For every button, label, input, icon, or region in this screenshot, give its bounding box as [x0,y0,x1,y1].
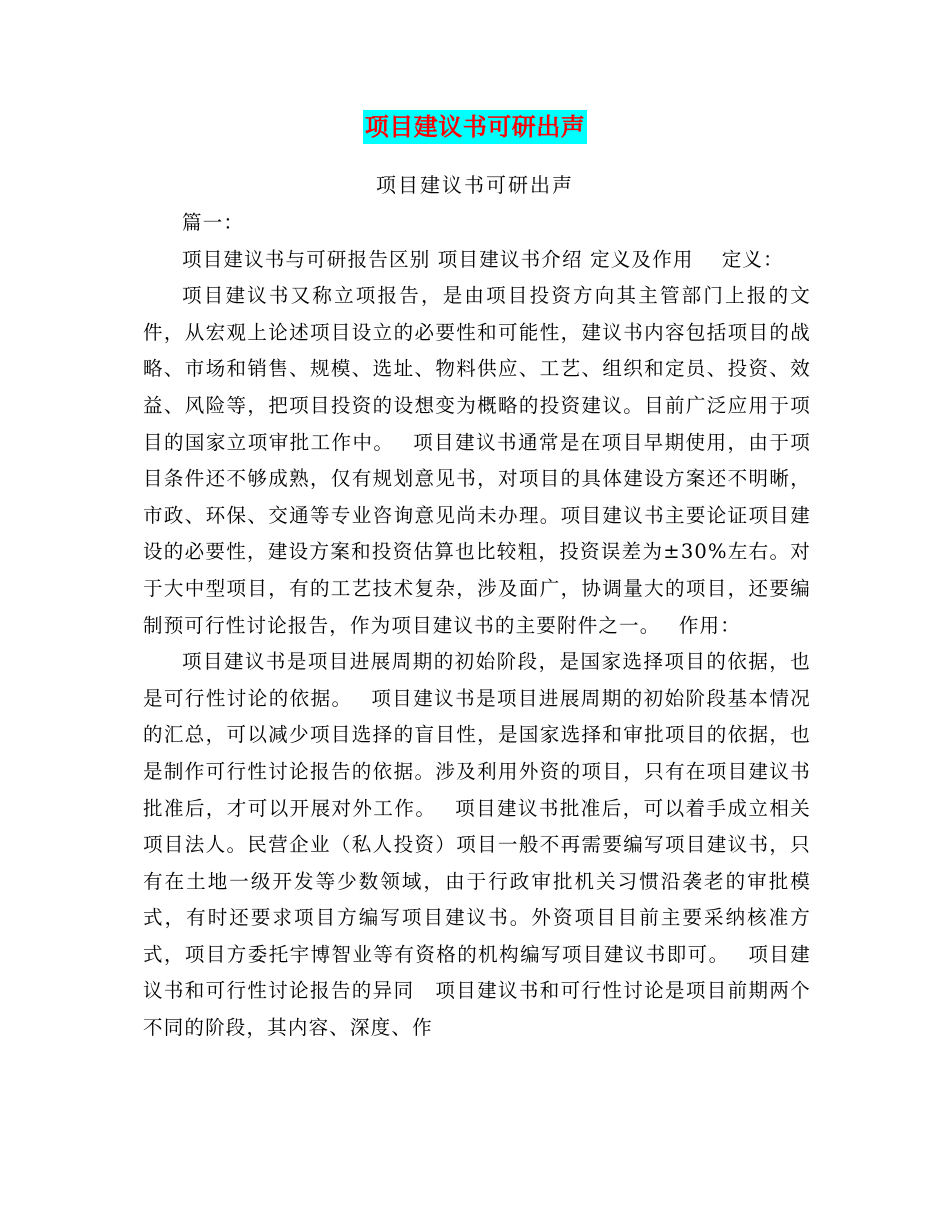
document-subtitle: 项目建议书可研出声 [376,173,574,197]
title-block [0,110,950,144]
paragraph-heading-line: 项目建议书与可研报告区别 项目建议书介绍 定义及作用 定义： [182,247,784,271]
paragraph-section-label: 篇一： [182,211,245,234]
document-body [143,205,811,1047]
document-title: 项目建议书可研出声 [363,110,588,144]
paragraph-definition: 项目建议书又称立项报告，是由项目投资方向其主管部门上报的文件，从宏观上论述项目设立的必要性和可能性，建议书内容包括项目的战略、市场和销售、规模、选址、物料供应、工艺、组织和定员、投资、效益、风险等，把项目投资的设想变为概略的投资建议。目前广泛应用于项目的国家立项审批工作中。 项目建议书通常是在项目早期使用，由于项目条件还不够成熟，仅有规划意见书，对项目的具体建设方案还不明晰，市政、环保、交通等专业咨询意见尚未办理。项目建议书主要论证项目建设的必要性，建设方案和投资估算也比较粗，投资误差为±30%左右。对于大中型项目，有的工艺技术复杂，涉及面广，协调量大的项目，还要编制预可行性讨论报告，作为项目建议书的主要附件之一。 作用： [143,284,811,637]
paragraph-function: 项目建议书是项目进展周期的初始阶段，是国家选择项目的依据，也是可行性讨论的依据。 项目建议书是项目进展周期的初始阶段基本情况的汇总，可以减少项目选择的盲目性，是国家选择和审批项目的依据，也是制作可行性讨论报告的依据。涉及利用外资的项目，只有在项目建议书批准后，才可以开展对外工作。 项目建议书批准后，可以着手成立相关项目法人。民营企业（私人投资）项目一般不再需要编写项目建议书，只有在土地一级开发等少数领域，由于行政审批机关习惯沿袭老的审批模式，有时还要求项目方编写项目建议书。外资项目目前主要采纳核准方式，项目方委托宇博智业等有资格的机构编写项目建议书即可。 项目建议书和可行性讨论报告的异同 项目建议书和可行性讨论是项目前期两个不同的阶段，其内容、深度、作 [143,650,811,1040]
